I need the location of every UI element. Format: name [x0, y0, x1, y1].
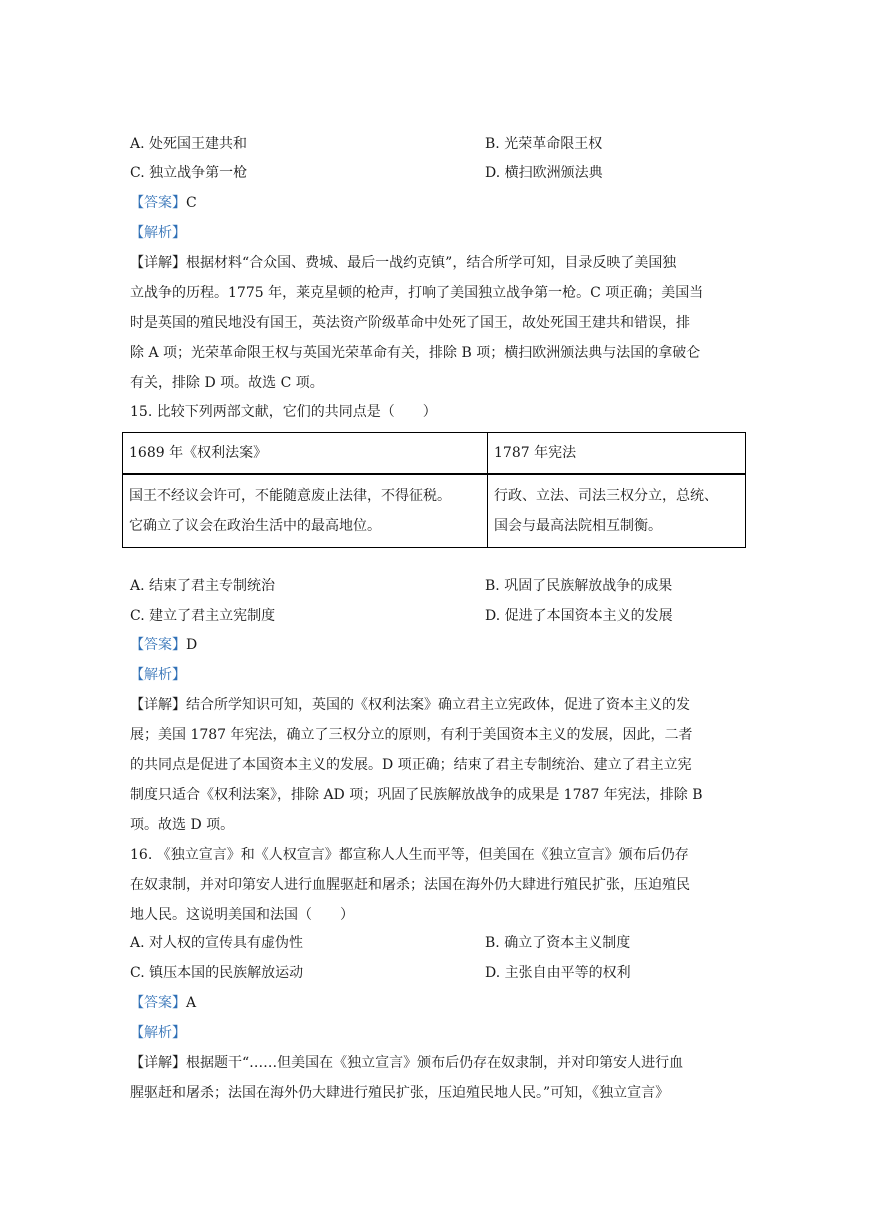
- table-cell: [488, 474, 746, 548]
- answer-value: A: [186, 995, 197, 1011]
- cell-line: 国会与最高法院相互制衡。: [494, 518, 662, 534]
- cell-line: 行政、立法、司法三权分立，总统、: [494, 488, 718, 504]
- q15-option-a: A. 结束了君主专制统治: [130, 578, 276, 594]
- q15-detail: [130, 695, 750, 845]
- q16-option-a: A. 对人权的宣传具有虚伪性: [130, 935, 304, 951]
- q15-option-d: D. 促进了本国资本主义的发展: [485, 608, 673, 624]
- detail-line: 的共同点是促进了本国资本主义的发展。D 项正确；结束了君主专制统治、建立了君主立宪: [130, 757, 692, 773]
- detail-line: 腥驱赶和屠杀；法国在海外仍大肆进行殖民扩张，压迫殖民地人民。”可知，《独立宣言》: [130, 1085, 670, 1101]
- detail-line: 制度只适合《权利法案》，排除 AD 项；巩固了民族解放战争的成果是 1787 年宪法，排除 B: [130, 787, 703, 803]
- stem-line: 在奴隶制，并对印第安人进行血腥驱赶和屠杀；法国在海外仍大肆进行殖民扩张，压迫殖民: [130, 877, 690, 893]
- q16-detail: [130, 1053, 750, 1113]
- q15-option-b: B. 巩固了民族解放战争的成果: [485, 578, 673, 594]
- detail-line: [130, 1053, 750, 1083]
- table-header-cell: 1787 年宪法: [488, 433, 746, 475]
- answer-tag: 【答案】: [130, 637, 186, 653]
- detail-line: 立战争的历程。1775 年，莱克星顿的枪声，打响了美国独立战争第一枪。C 项正确；美国当: [130, 285, 704, 301]
- q14-option-a: A. 处死国王建共和: [130, 136, 248, 152]
- detail-line: 除 A 项；光荣革命限王权与英国光荣革命有关，排除 B 项；横扫欧洲颁法典与法国的拿破仑: [130, 345, 701, 361]
- answer-value: D: [186, 637, 198, 653]
- detail-tag: 【详解】: [130, 255, 186, 271]
- q15-comparison-table: [122, 432, 746, 548]
- q14-option-c: C. 独立战争第一枪: [130, 165, 248, 181]
- q16-option-b: B. 确立了资本主义制度: [485, 935, 631, 951]
- answer-tag: 【答案】: [130, 995, 186, 1011]
- detail-text: 根据材料“合众国、费城、最后一战约克镇”，结合所学可知，目录反映了美国独: [186, 255, 677, 271]
- detail-line: [130, 695, 750, 725]
- table-cell: [123, 474, 488, 548]
- table-row: [123, 474, 746, 548]
- stem-line: 16. 《独立宣言》和《人权宣言》都宣称人人生而平等，但美国在《独立宣言》颁布后仍存: [130, 847, 689, 863]
- detail-line: 展；美国 1787 年宪法，确立了三权分立的原则，有利于美国资本主义的发展，因此，二者: [130, 727, 693, 743]
- cell-line: 它确立了议会在政治生活中的最高地位。: [129, 518, 381, 534]
- table-header-row: [123, 433, 746, 475]
- detail-line: 有关，排除 D 项。故选 C 项。: [130, 375, 324, 391]
- detail-tag: 【详解】: [130, 1055, 186, 1071]
- q16-option-c: C. 镇压本国的民族解放运动: [130, 965, 304, 981]
- cell-line: 国王不经议会许可，不能随意废止法律，不得征税。: [129, 488, 451, 504]
- detail-line: 时是英国的殖民地没有国王，英法资产阶级革命中处死了国王，故处死国王建共和错误，排: [130, 315, 690, 331]
- q15-stem: 15. 比较下列两部文献，它们的共同点是（ ）: [130, 404, 437, 420]
- detail-text: 根据题干“……但美国在《独立宣言》颁布后仍存在奴隶制，并对印第安人进行血: [186, 1055, 684, 1071]
- q15-option-c: C. 建立了君主立宪制度: [130, 608, 276, 624]
- answer-tag: 【答案】: [130, 195, 186, 211]
- q16-stem: [130, 845, 750, 935]
- q14-option-d: D. 横扫欧洲颁法典: [485, 165, 603, 181]
- detail-line: 项。故选 D 项。: [130, 817, 235, 833]
- q14-option-b: B. 光荣革命限王权: [485, 136, 603, 152]
- q15-answer: [130, 635, 197, 655]
- q15-analysis-tag: 【解析】: [130, 667, 186, 683]
- q16-analysis-tag: 【解析】: [130, 1025, 186, 1041]
- q14-detail: [130, 253, 750, 403]
- table-header-cell: 1689 年《权利法案》: [123, 433, 488, 475]
- detail-tag: 【详解】: [130, 697, 186, 713]
- answer-value: C: [186, 195, 197, 211]
- detail-line: [130, 253, 750, 283]
- q14-analysis-tag: 【解析】: [130, 225, 186, 241]
- q16-option-d: D. 主张自由平等的权利: [485, 965, 631, 981]
- stem-line: 地人民。这说明美国和法国（ ）: [130, 907, 354, 923]
- detail-text: 结合所学知识可知，英国的《权利法案》确立君主立宪政体，促进了资本主义的发: [186, 697, 690, 713]
- q14-answer: [130, 193, 197, 213]
- q16-answer: [130, 993, 196, 1013]
